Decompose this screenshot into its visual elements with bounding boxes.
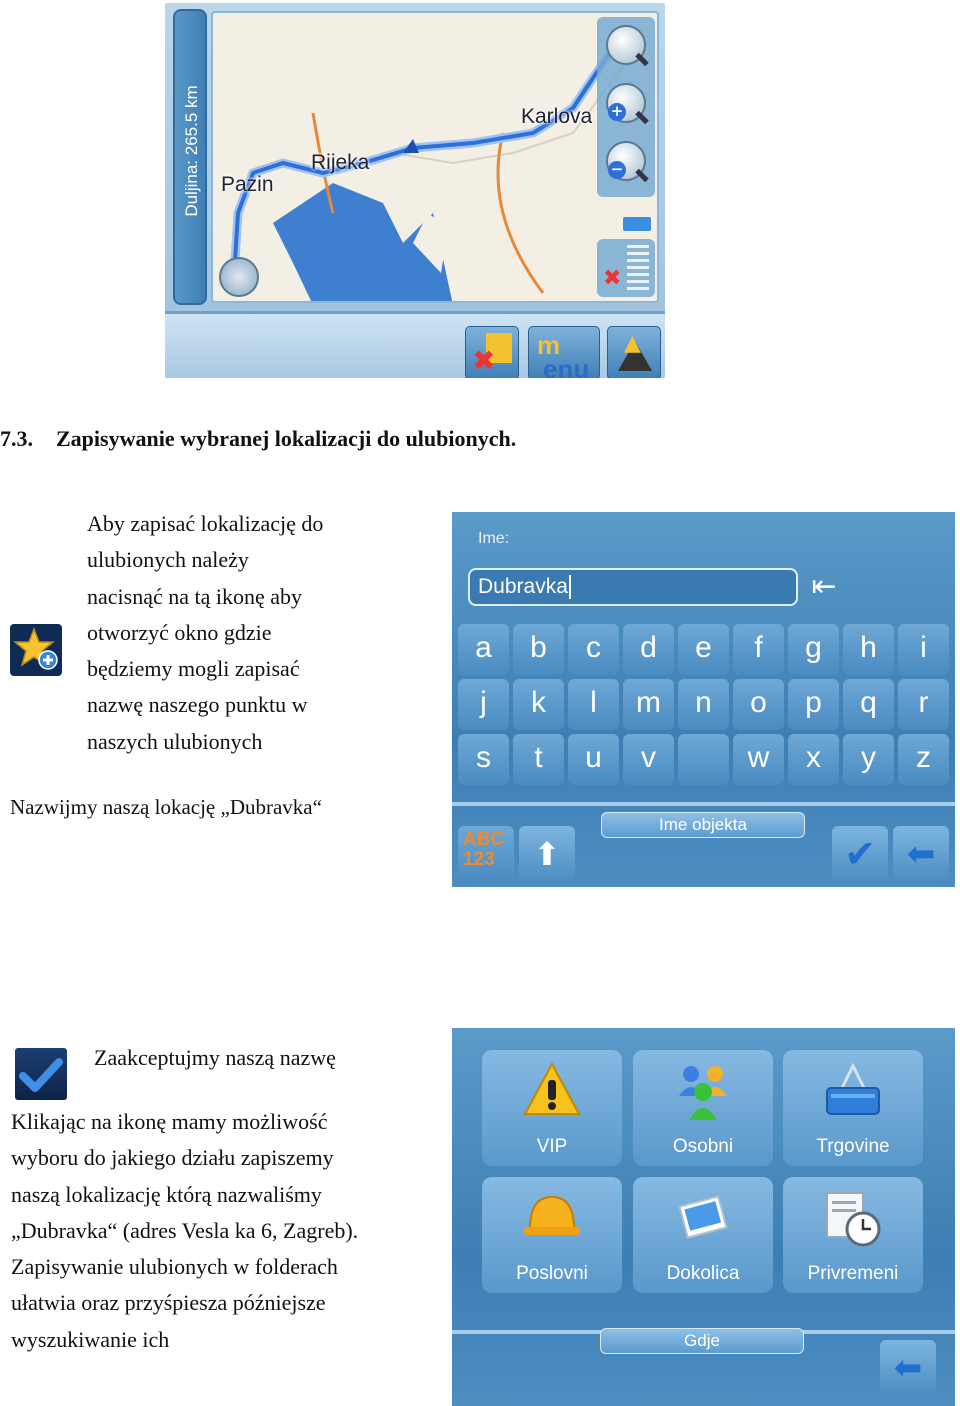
abc-123-icon: ABC 123: [463, 829, 505, 870]
category-tile-osobni[interactable]: [633, 1050, 773, 1166]
text-line: ułatwia oraz przyśpiesza późniejsze: [11, 1290, 326, 1316]
key[interactable]: o: [733, 679, 784, 730]
hard-hat-icon: [522, 1187, 582, 1249]
instruction-paragraph-4: [11, 1104, 358, 1358]
map-screenshot: [165, 3, 665, 378]
navigation-button[interactable]: [607, 326, 661, 378]
key[interactable]: h: [843, 624, 894, 675]
key[interactable]: u: [568, 734, 619, 785]
key[interactable]: f: [733, 624, 784, 675]
layer-icon[interactable]: [623, 217, 651, 231]
tile-label: Osobni: [672, 1136, 734, 1157]
section-number: 7.3.: [0, 426, 33, 451]
text-line: Zaakceptujmy naszą nazwę: [94, 1045, 336, 1070]
key[interactable]: r: [898, 679, 949, 730]
key[interactable]: b: [513, 624, 564, 675]
key[interactable]: t: [513, 734, 564, 785]
key[interactable]: z: [898, 734, 949, 785]
tile-label: VIP: [536, 1136, 568, 1157]
arrow-up-icon: ▲: [624, 331, 641, 356]
category-tile-trgovine[interactable]: [783, 1050, 923, 1166]
tile-label: Trgovine: [816, 1136, 890, 1157]
key[interactable]: q: [843, 679, 894, 730]
backspace-icon[interactable]: ⇤: [811, 569, 837, 604]
text-line: ulubionych należy: [87, 547, 249, 573]
shift-icon[interactable]: ⬆: [519, 826, 575, 882]
key[interactable]: l: [568, 679, 619, 730]
text-line: otworzyć okno gdzie: [87, 619, 272, 645]
distance-label: Duljina: 265.5 km: [182, 85, 201, 217]
key[interactable]: n: [678, 679, 729, 730]
delete-icon: ✖: [472, 344, 496, 377]
volume-bars-icon: [627, 245, 649, 291]
text-line: wyszukiwanie ich: [11, 1326, 170, 1352]
section-heading: [0, 426, 516, 452]
accept-check-icon: [15, 1048, 67, 1100]
category-tile-privremeni[interactable]: [783, 1177, 923, 1293]
back-arrow-icon[interactable]: ⬅: [893, 826, 949, 882]
map-graphic: [213, 13, 659, 303]
map-view[interactable]: [211, 11, 659, 303]
text-line: naszych ulubionych: [87, 728, 263, 754]
text-line: Nazwijmy naszą lokację „Dubravka“: [10, 795, 322, 819]
instruction-paragraph-1: [87, 506, 323, 760]
key[interactable]: m: [623, 679, 674, 730]
text-line: Aby zapisać lokalizację do: [87, 511, 324, 536]
object-name-label: Ime objekta: [601, 812, 805, 838]
back-arrow-icon[interactable]: ⬅: [880, 1340, 936, 1396]
key[interactable]: x: [788, 734, 839, 785]
zoom-panel: [597, 17, 655, 197]
photos-icon: [673, 1187, 733, 1249]
route-info-bar: [173, 9, 207, 305]
text-line: Zapisywanie ulubionych w folderach: [11, 1254, 338, 1280]
text-line: nacisnąć na tą ikonę aby: [87, 583, 303, 609]
place-label-pazin: Pazin: [221, 173, 274, 196]
menu-icon: m enu: [537, 330, 590, 378]
text-line: wyboru do jakiego działu zapiszemy: [11, 1145, 334, 1171]
abc-123-toggle-button[interactable]: [458, 826, 514, 882]
key[interactable]: p: [788, 679, 839, 730]
key[interactable]: d: [623, 624, 674, 675]
category-tile-dokolica[interactable]: [633, 1177, 773, 1293]
key[interactable]: s: [458, 734, 509, 785]
category-tile-vip[interactable]: [482, 1050, 622, 1166]
confirm-check-icon[interactable]: ✔: [832, 826, 888, 882]
zoom-in-icon[interactable]: +: [606, 83, 646, 123]
play-next-icon[interactable]: [219, 257, 259, 297]
key[interactable]: y: [843, 734, 894, 785]
text-line: nazwę naszego punktu w: [87, 692, 308, 718]
text-line: Klikając na ikonę mamy możliwość: [11, 1109, 328, 1134]
mute-icon: ✖: [603, 266, 622, 291]
text-line: będziemy mogli zapisać: [87, 656, 300, 682]
shopping-basket-icon: [823, 1060, 883, 1122]
name-input[interactable]: [468, 568, 798, 606]
text-line: „Dubravka“ (adres Vesla ka 6, Zagreb).: [11, 1217, 359, 1243]
category-tile-poslovni[interactable]: [482, 1177, 622, 1293]
where-label: Gdje: [600, 1328, 804, 1354]
name-field-label: Ime:: [478, 530, 510, 547]
key[interactable]: j: [458, 679, 509, 730]
key[interactable]: w: [733, 734, 784, 785]
warning-icon: [522, 1060, 582, 1122]
key[interactable]: g: [788, 624, 839, 675]
keyboard-screenshot: [452, 512, 955, 887]
tile-label: Dokolica: [666, 1263, 740, 1284]
compass-icon[interactable]: [606, 25, 646, 65]
key[interactable]: i: [898, 624, 949, 675]
tile-label: Poslovni: [516, 1263, 588, 1284]
menu-button[interactable]: [528, 326, 600, 378]
map-toolbar: [165, 311, 665, 378]
add-favorite-star-icon: [10, 624, 62, 676]
key[interactable]: c: [568, 624, 619, 675]
key[interactable]: v: [623, 734, 674, 785]
place-label-rijeka: Rijeka: [311, 151, 370, 174]
instruction-paragraph-3: [94, 1040, 336, 1076]
people-icon: [673, 1060, 733, 1122]
cancel-route-button[interactable]: [465, 326, 519, 378]
key[interactable]: a: [458, 624, 509, 675]
place-label-karlovac: Karlova: [521, 105, 593, 128]
name-input-value: Dubravka: [478, 575, 568, 598]
space-key[interactable]: [678, 734, 729, 785]
key[interactable]: k: [513, 679, 564, 730]
text-line: naszą lokalizację którą nazwaliśmy: [11, 1181, 322, 1207]
divider: [452, 802, 955, 806]
volume-panel[interactable]: [597, 239, 655, 297]
category-screenshot: [452, 1028, 955, 1406]
section-title: Zapisywanie wybranej lokalizacji do ulubionych.: [56, 426, 517, 451]
instruction-paragraph-2: [10, 789, 322, 825]
road: [498, 133, 543, 293]
zoom-out-icon[interactable]: −: [606, 141, 646, 181]
tile-label: Privremeni: [807, 1263, 899, 1284]
key[interactable]: e: [678, 624, 729, 675]
clock-document-icon: [823, 1187, 883, 1249]
